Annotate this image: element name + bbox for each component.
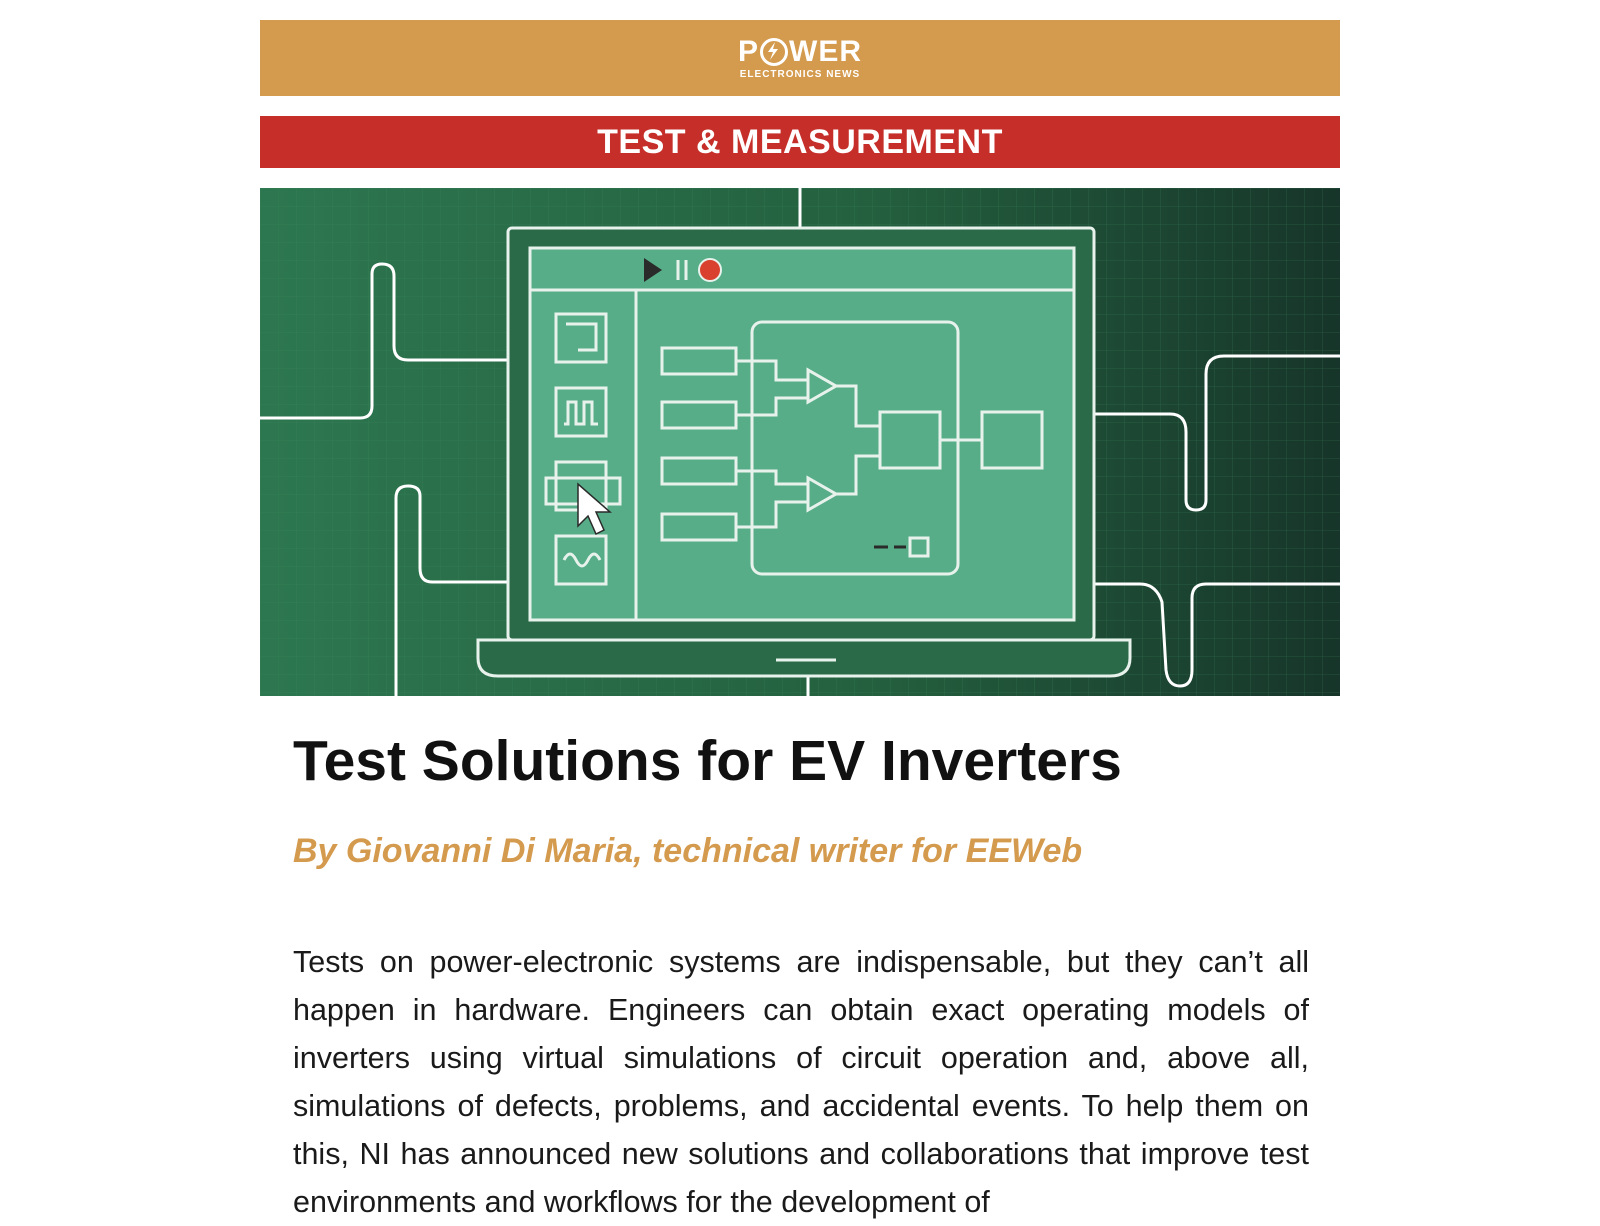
section-label[interactable]: TEST & MEASUREMENT [260,116,1340,168]
article-byline: By Giovanni Di Maria, technical writer for EEWeb [293,832,1083,870]
article-title[interactable]: Test Solutions for EV Inverters [293,729,1122,793]
hero-image [260,188,1340,696]
laptop-circuit-illustration-icon [260,188,1340,696]
logo-subtitle: ELECTRONICS NEWS [739,68,861,80]
logo-wordmark: P WER [737,34,862,68]
article-body: Tests on power-electronic systems are indispensable, but they can’t all happen in hardware. Engineers can obtain exact operating models of inverters using virtual simulations of circuit operation and, above all, simulations of defects, problems, and accidental events. To help them on this, NI has announced new solutions and collaborations that improve test environments and workflows for the development of [293,945,1309,1219]
masthead [260,20,1340,96]
lightning-bolt-icon [760,38,788,66]
power-electronics-news-logo[interactable] [737,34,862,80]
